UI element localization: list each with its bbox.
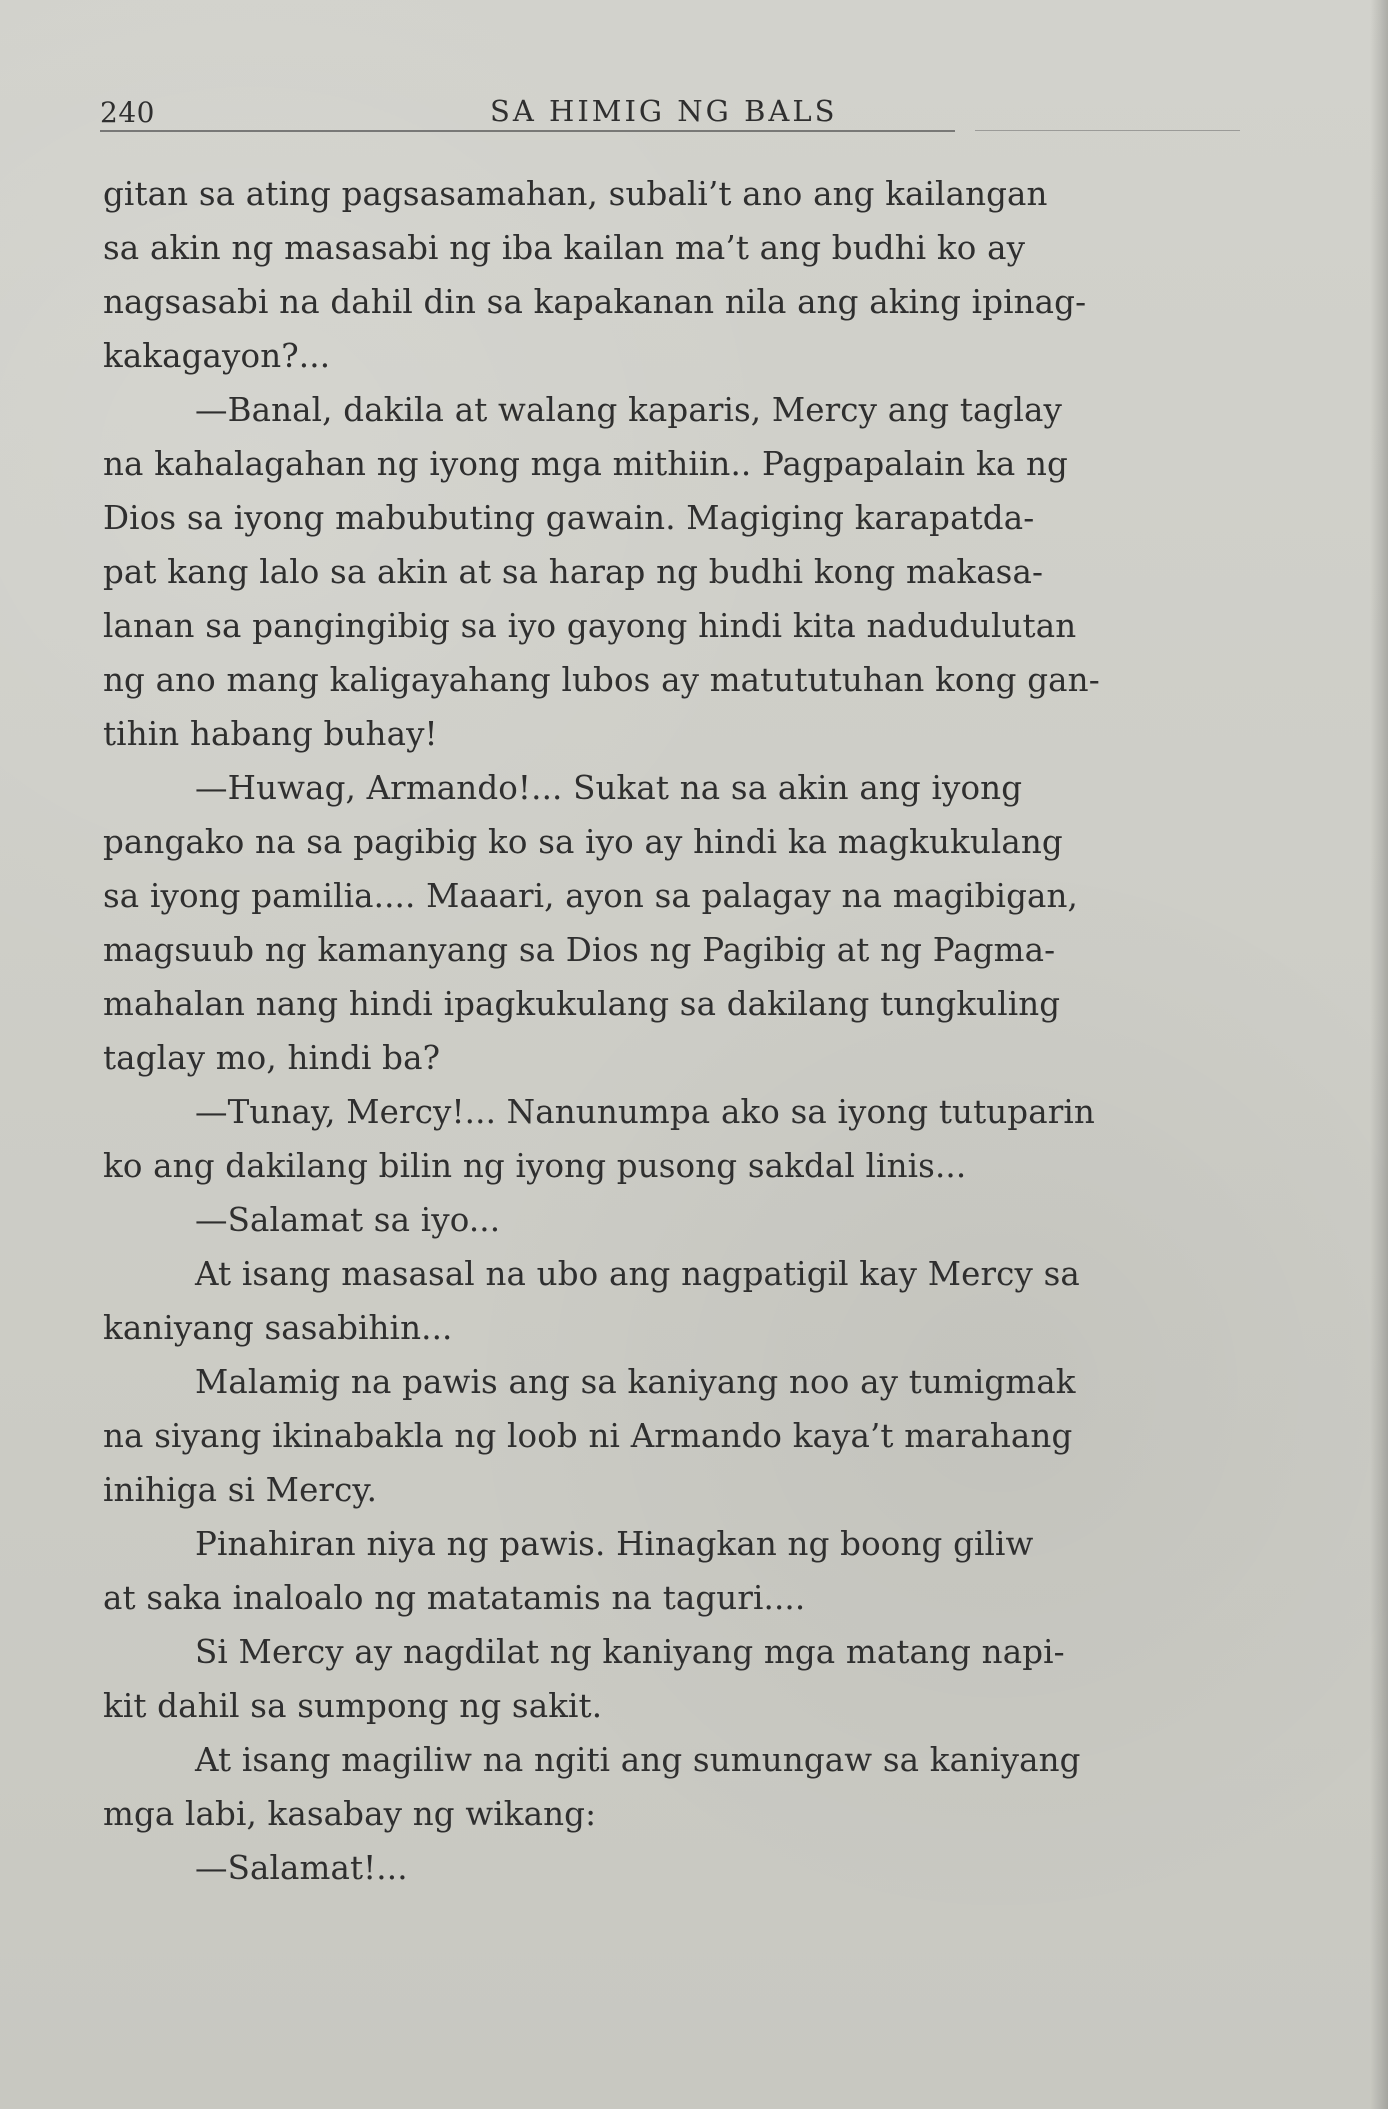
paragraph-line: At isang masasal na ubo ang nagpatigil kay Mercy sa <box>195 1255 1080 1293</box>
paragraph-line: At isang magiliw na ngiti ang sumungaw sa kaniyang <box>195 1741 1081 1779</box>
text-line: nagsasabi na dahil din sa kapakanan nila ang aking ipinag- <box>103 283 1087 321</box>
paragraph-line: —Huwag, Armando!... Sukat na sa akin ang iyong <box>195 769 1023 807</box>
running-title: SA HIMIG NG BALS <box>490 94 838 128</box>
paragraph-line: —Tunay, Mercy!... Nanunumpa ako sa iyong tutuparin <box>195 1093 1095 1131</box>
text-line: lanan sa pangingibig sa iyo gayong hindi kita nadudulutan <box>103 607 1077 645</box>
text-line: ko ang dakilang bilin ng iyong pusong sakdal linis... <box>103 1147 967 1185</box>
text-line: kakagayon?... <box>103 337 331 375</box>
body-text <box>103 167 1273 1895</box>
text-line: taglay mo, hindi ba? <box>103 1039 441 1077</box>
text-line: ng ano mang kaligayahang lubos ay matututuhan kong gan- <box>103 661 1100 699</box>
text-line: mahalan nang hindi ipagkukulang sa dakilang tungkuling <box>103 985 1061 1023</box>
paragraph-line: Pinahiran niya ng pawis. Hinagkan ng boong giliw <box>195 1525 1034 1563</box>
paragraph-line: Si Mercy ay nagdilat ng kaniyang mga matang napi- <box>195 1633 1065 1671</box>
paragraph-line: —Salamat!... <box>195 1849 408 1887</box>
text-line: na kahalagahan ng iyong mga mithiin.. Pagpapalain ka ng <box>103 445 1068 483</box>
text-line: mga labi, kasabay ng wikang: <box>103 1795 597 1833</box>
paragraph-line: Malamig na pawis ang sa kaniyang noo ay tumigmak <box>195 1363 1076 1401</box>
text-line: tihin habang buhay! <box>103 715 438 753</box>
text-line: na siyang ikinabakla ng loob ni Armando kaya’t marahang <box>103 1417 1073 1455</box>
text-line: sa iyong pamilia.... Maaari, ayon sa palagay na magibigan, <box>103 877 1078 915</box>
text-line: kaniyang sasabihin... <box>103 1309 453 1347</box>
header-rule-secondary <box>975 130 1240 131</box>
text-line: sa akin ng masasabi ng iba kailan ma’t ang budhi ko ay <box>103 229 1026 267</box>
text-line: gitan sa ating pagsasamahan, subali’t ano ang kailangan <box>103 175 1048 213</box>
text-line: pangako na sa pagibig ko sa iyo ay hindi ka magkukulang <box>103 823 1063 861</box>
text-line: pat kang lalo sa akin at sa harap ng budhi kong makasa- <box>103 553 1044 591</box>
text-line: at saka inaloalo ng matatamis na taguri.... <box>103 1579 806 1617</box>
paragraph-line: —Salamat sa iyo... <box>195 1201 501 1239</box>
text-line: magsuub ng kamanyang sa Dios ng Pagibig at ng Pagma- <box>103 931 1056 969</box>
header-rule <box>100 130 955 132</box>
text-line: inihiga si Mercy. <box>103 1471 378 1509</box>
text-line: kit dahil sa sumpong ng sakit. <box>103 1687 603 1725</box>
page-header <box>100 86 1240 138</box>
paragraph-line: —Banal, dakila at walang kaparis, Mercy ang taglay <box>195 391 1062 429</box>
page-number: 240 <box>100 96 155 129</box>
text-line: Dios sa iyong mabubuting gawain. Magiging karapatda- <box>103 499 1035 537</box>
page-edge-shadow <box>1370 0 1388 2109</box>
